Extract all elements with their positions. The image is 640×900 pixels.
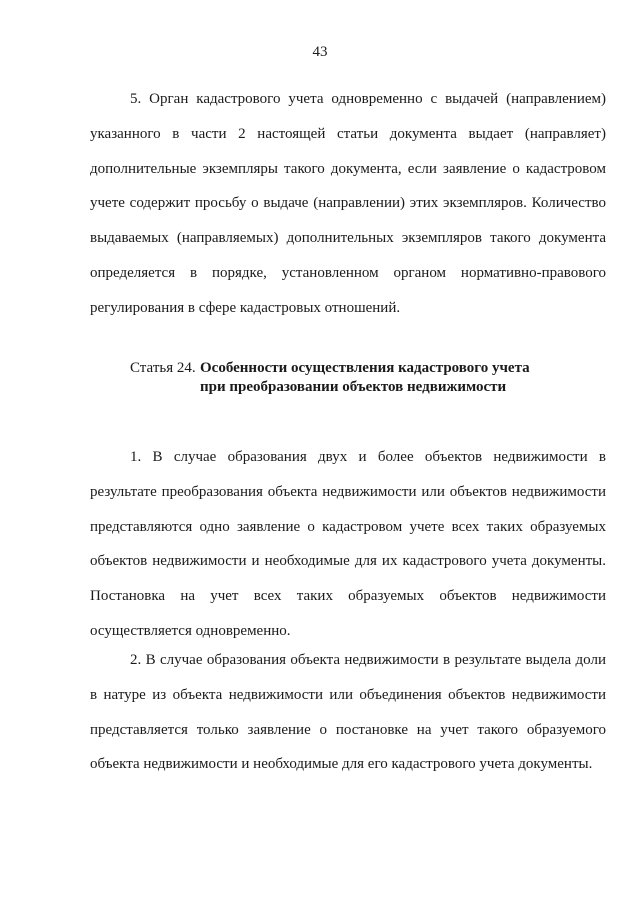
- article-heading: [130, 359, 530, 397]
- paragraph-1: 1. В случае образования двух и более объектов недвижимости в результате преобразования объекта недвижимости или объектов недвижимости представляются одно заявление о кадастровом учете всех таких образуемых объектов недвижимости и необходимые для их кадастрового учета документы. Постановка на учет всех таких образуемых объектов недвижимости осуществляется одновременно.: [90, 449, 606, 639]
- paragraph-5: 5. Орган кадастрового учета одновременно с выдачей (направлением) указанного в части 2 настоящей статьи документа выдает (направляет) дополнительные экземпляры такого документа, если заявление о кадастровом учете содержит просьбу о выдаче (направлении) этих экземпляров. Количество выдаваемых (направляемых) дополнительных экземпляров такого документа определяется в порядке, установленном органом нормативно-правового регулирования в сфере кадастровых отношений.: [90, 91, 606, 316]
- article-title: Особенности осуществления кадастрового учета при преобразовании объектов недвижимости: [200, 360, 530, 395]
- article-number: Статья 24.: [130, 360, 196, 376]
- paragraph-2: 2. В случае образования объекта недвижимости в результате выдела доли в натуре из объекта недвижимости или объединения объектов недвижимости представляется только заявление о постановке на учет такого образуемого объекта недвижимости и необходимые для его кадастрового учета документы.: [90, 652, 606, 773]
- page-number: 43: [312, 44, 328, 60]
